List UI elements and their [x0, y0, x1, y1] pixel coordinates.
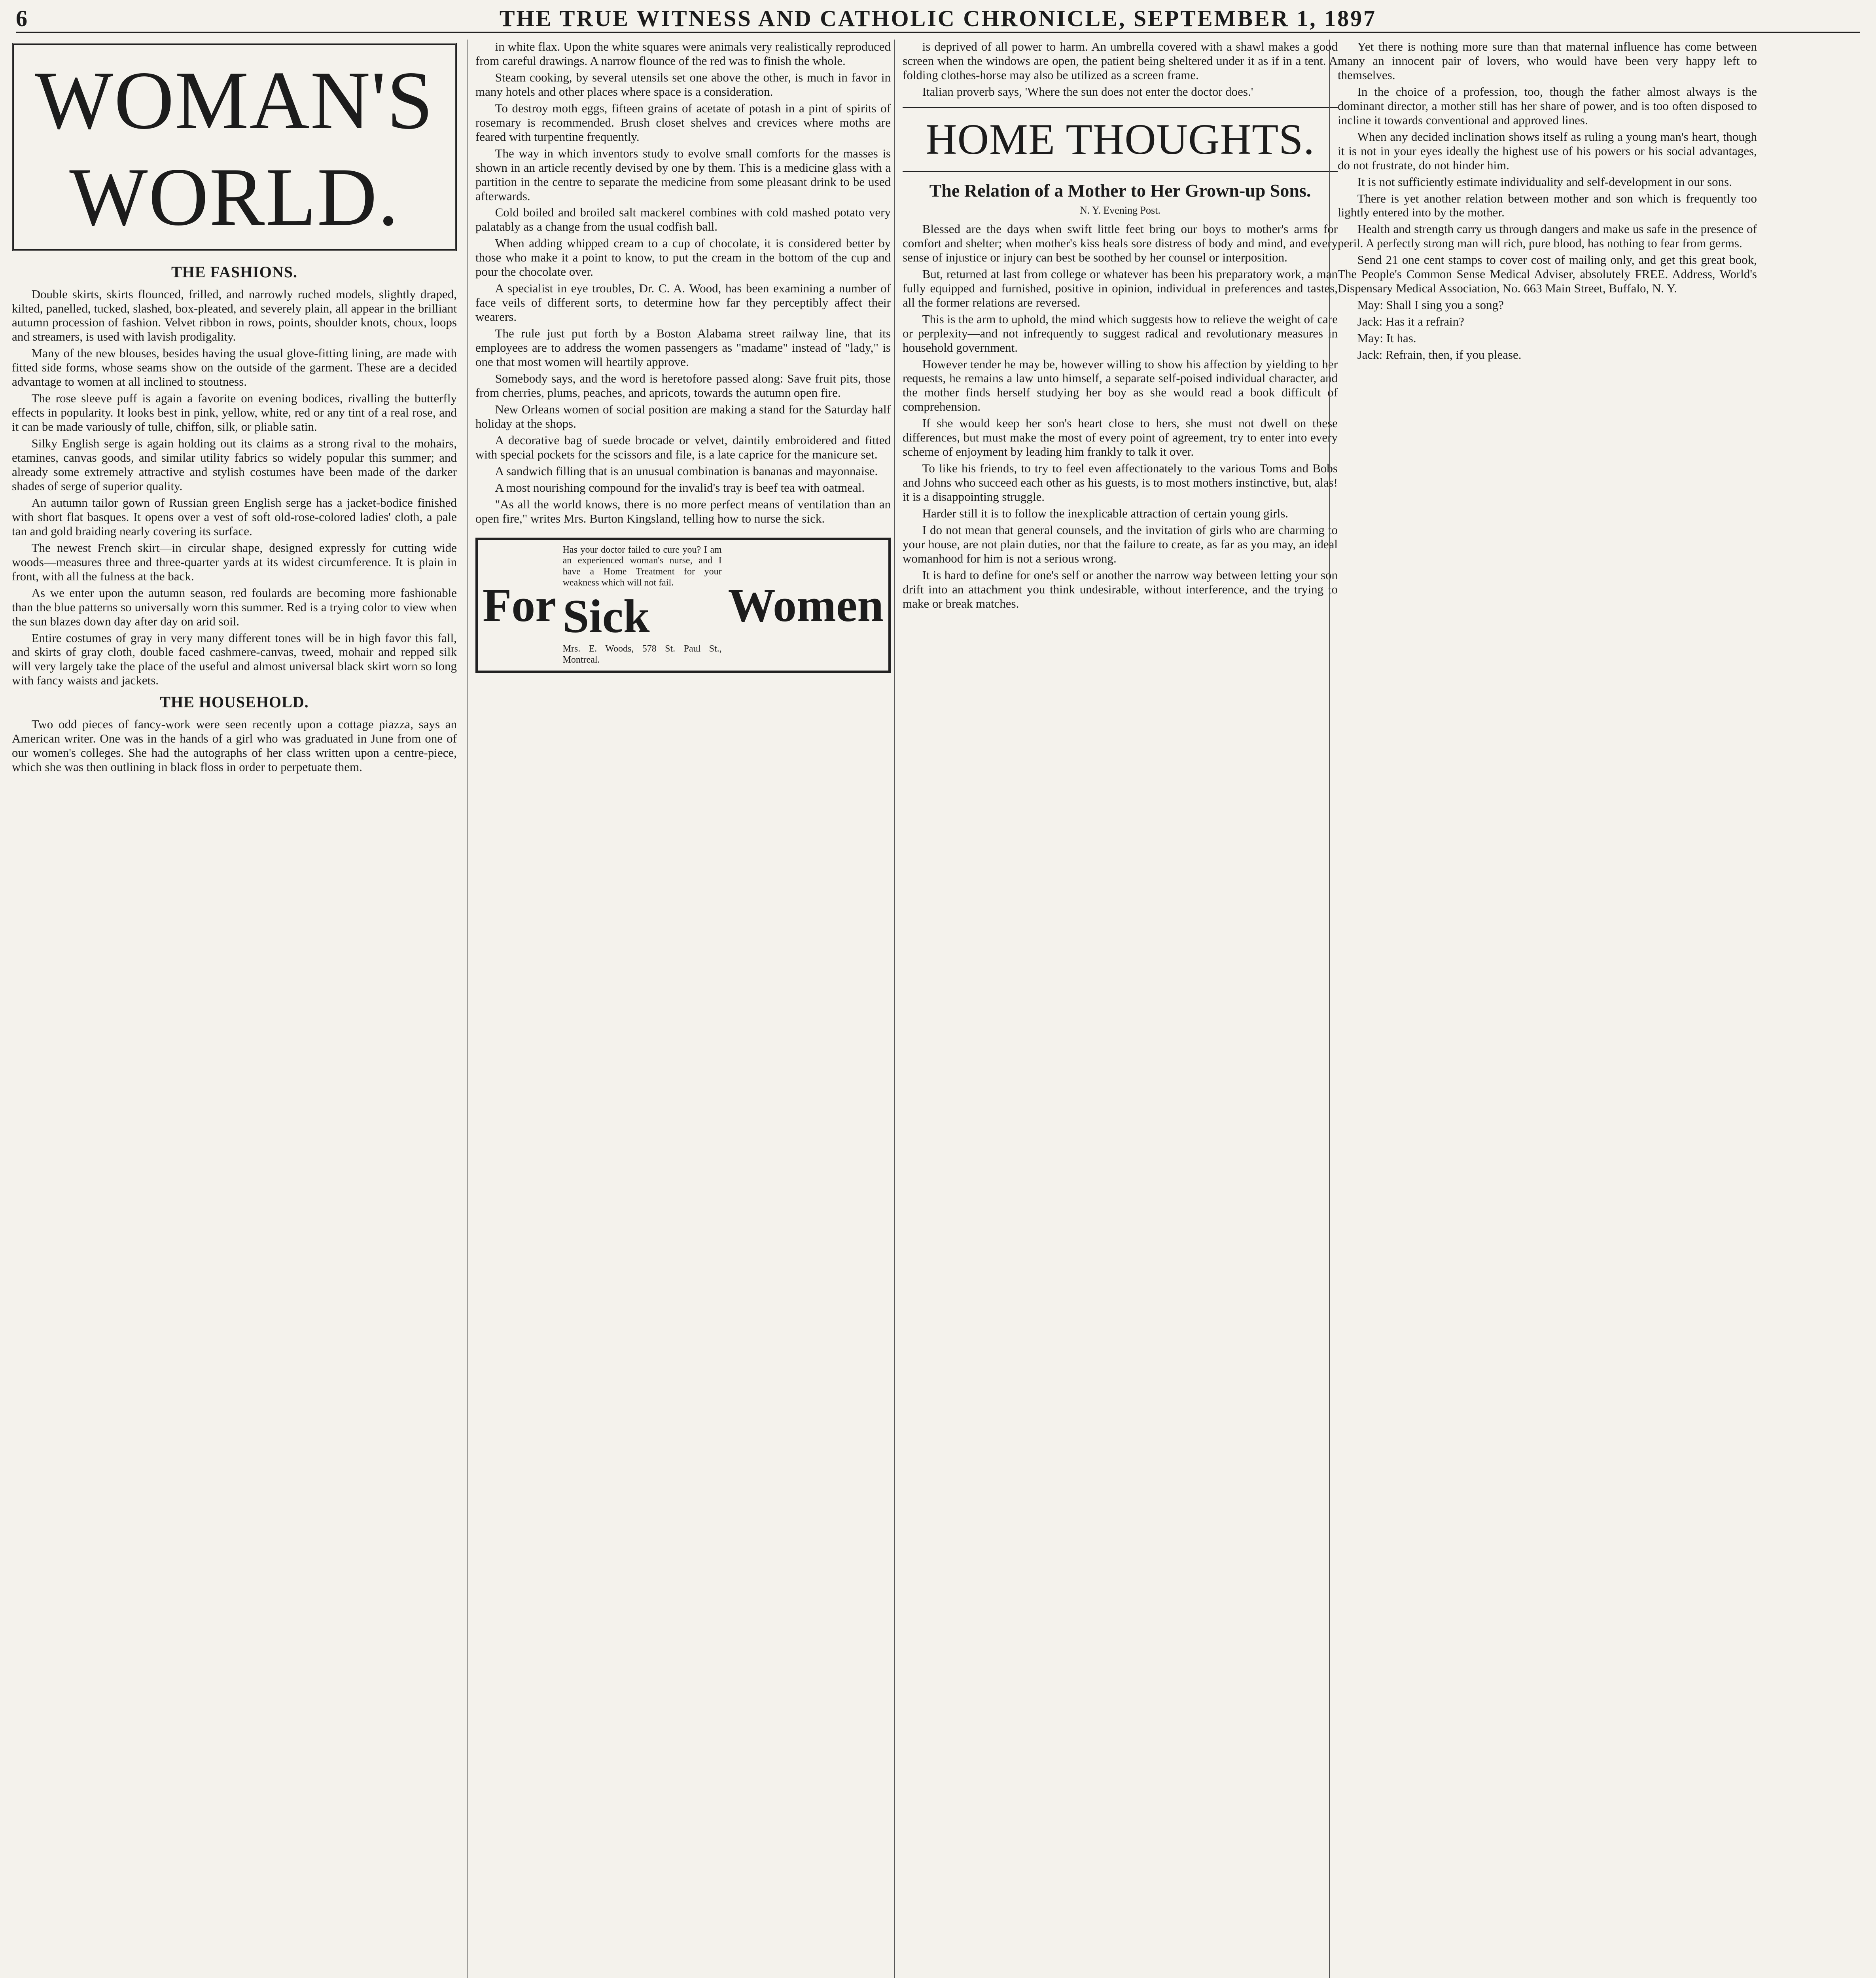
article-paragraph: Two odd pieces of fancy-work were seen recently upon a cottage piazza, says an American writer. One was in the hands of a girl who was graduated in June from one of our women's colleges. She had the autographs of her class written upon a centre-piece, which she was then outlining in black floss in order to perpetuate them.	[12, 717, 457, 774]
article-paragraph: Steam cooking, by several utensils set one above the other, is much in favor in many hotels and other places where space is a consideration.	[475, 70, 891, 99]
article-paragraph: A most nourishing compound for the invalid's tray is beef tea with oatmeal.	[495, 480, 865, 494]
article-paragraph: This is the arm to uphold, the mind which suggests how to relieve the weight of care or perplexity—and not infrequently to suggest radical and revolutionary measures in household government.	[903, 312, 1338, 354]
article-paragraph: Double skirts, skirts flounced, frilled, and narrowly ruched models, slightly draped, kilted, panelled, tucked, slashed, box-pleated, and severely plain, all appear in the brilliant autumn procession of fashion. Velvet ribbon in rows, points, shoulder knots, choux, loops and streamers, is used with lavish prodigality.	[12, 287, 457, 344]
article-paragraph: Entire costumes of gray in very many different tones will be in high favor this fall, and skirts of gray cloth, double faced cashmere-canvas, tweed, mohair and repped silk will very largely take the place of the useful and almost universal black skirt worn so long with fancy waists and jackets.	[12, 631, 457, 688]
article-paragraph: It is not sufficiently estimate individuality and self-development in our sons.	[1357, 174, 1732, 189]
article-paragraph: When adding whipped cream to a cup of chocolate, it is considered better by those who make it a point to know, to put the cream in the bottom of the cup and pour the chocolate over.	[475, 236, 891, 279]
ad-word-for: For	[483, 578, 557, 631]
household-heading: THE HOUSEHOLD.	[160, 693, 309, 711]
ad-signature: Mrs. E. Woods, 578 St. Paul St., Montreal.	[562, 644, 722, 665]
article-paragraph: It is hard to define for one's self or another the narrow way between letting your son drift into an attachment you think undesirable, without interference, and the trying to make or break matches.	[903, 568, 1338, 610]
article-paragraph: A decorative bag of suede brocade or velvet, daintily embroidered and fitted with special pockets for the scissors and file, is a late caprice for the manicure set.	[475, 433, 891, 461]
ad-text: Has your doctor failed to cure you? I am an experienced woman's nurse, and I have a Home Treatment for your weakness which will not fail.	[562, 544, 722, 588]
article-paragraph: However tender he may be, however willing to show his affection by yielding to her requests, he remains a law unto himself, a separate self-poised individual character, and the mother finds herself studying her boy as she would read a book difficult of comprehension.	[903, 357, 1338, 414]
article-paragraph: But, returned at last from college or whatever has been his preparatory work, a man fully equipped and furnished, positive in opinion, individual in preferences and tastes, all the former relations are reversed.	[903, 267, 1338, 309]
home-thoughts-byline: N. Y. Evening Post.	[1080, 204, 1160, 216]
article-paragraph: To destroy moth eggs, fifteen grains of acetate of potash in a pint of spirits of rosemary is recommended. Brush closet shelves and crevices where moths are feared with turpentine frequently.	[475, 101, 891, 144]
article-paragraph: is deprived of all power to harm. An umbrella covered with a shawl makes a good screen when the windows are open, the patient being sheltered under it as if in a tent. A folding clothes-horse may also be utilized as a screen frame.	[903, 40, 1338, 82]
home-thoughts-subhead: The Relation of a Mother to Her Grown-up Sons.	[929, 180, 1311, 201]
article-paragraph: The way in which inventors study to evolve small comforts for the masses is shown in an article recently devised by one by them. This is a medicine glass with a partition in the centre to separate the medicine from some pleasant drink to be used afterwards.	[475, 146, 891, 203]
column-2	[467, 40, 899, 1978]
article-paragraph: The rose sleeve puff is again a favorite on evening bodices, rivalling the butterfly effects in popularity. It looks best in pink, yellow, white, red or any tint of a real rose, and it can be made variously of tulle, chiffon, silk, or pliable satin.	[12, 391, 457, 434]
article-paragraph: The newest French skirt—in circular shape, designed expressly for cutting wide woods—measures three and three-quarter yards at its widest circumference. It is plain in front, with all the fulness at the back.	[12, 540, 457, 583]
sick-women-ad	[475, 538, 891, 673]
column-4	[1329, 40, 1761, 1978]
article-paragraph: Many of the new blouses, besides having the usual glove-fitting lining, are made with fitted side forms, whose seams show on the outside of the garment. These are a decided advantage to women at all inclined to stoutness.	[12, 346, 457, 389]
article-paragraph: A sandwich filling that is an unusual combination is bananas and mayonnaise.	[495, 464, 878, 478]
column-3	[894, 40, 1346, 1978]
article-paragraph: Cold boiled and broiled salt mackerel combines with cold mashed potato very palatably as a change from the usual codfish ball.	[475, 205, 891, 234]
article-paragraph: Harder still it is to follow the inexplicable attraction of certain young girls.	[922, 506, 1289, 521]
article-paragraph: Yet there is nothing more sure than that maternal influence has come between many an innocent pair of lovers, who would have been very happy left to themselves.	[1338, 40, 1757, 82]
home-thoughts-continued	[1338, 40, 1757, 296]
article-paragraph: To like his friends, to try to feel even affectionately to the various Toms and Bobs and Johns who succeed each other as his guests, is to most mothers instinctive, but, alas! it is a disappointing struggle.	[903, 461, 1338, 504]
section-title: WOMAN'S WORLD.	[12, 43, 457, 251]
article-paragraph: Italian proverb says, 'Where the sun does not enter the doctor does.'	[922, 84, 1253, 99]
fashions-article	[12, 287, 457, 688]
dialogue-line: May: Shall I sing you a song?	[1357, 298, 1504, 312]
page-number: 6	[16, 6, 29, 31]
article-paragraph: When any decided inclination shows itself as ruling a young man's heart, though it is not in your eyes ideally the highest use of his powers or his social advantages, do not frustrate, do not hinder him.	[1338, 129, 1757, 172]
article-paragraph: Send 21 one cent stamps to cover cost of mailing only, and get this great book, The People's Common Sense Medical Adviser, absolutely FREE. Address, World's Dispensary Medical Association, No. 663 Main Street, Buffalo, N. Y.	[1338, 253, 1757, 296]
home-thoughts-article	[903, 222, 1338, 611]
household-continued	[475, 40, 891, 526]
household-article	[12, 717, 457, 774]
article-paragraph: Silky English serge is again holding out its claims as a strong rival to the mohairs, etamines, canvas goods, and similar utility fabrics so widely popular this summer; and already some extremely attractive and stylish costumes have been made of the darker shades of serge of superior quality.	[12, 436, 457, 493]
masthead-title: THE TRUE WITNESS AND CATHOLIC CHRONICLE, SEPTEMBER 1, 1897	[499, 6, 1377, 31]
article-paragraph: If she would keep her son's heart close to hers, she must not dwell on these differences, but must make the most of every point of agreement, try to enter into every scheme of enjoyment by leading him frankly to talk it over.	[903, 416, 1338, 459]
may-jack-dialogue	[1338, 298, 1757, 362]
ventilation-continued	[903, 40, 1338, 99]
article-paragraph: Blessed are the days when swift little feet bring our boys to mother's arms for comfort and shelter; when mother's kiss heals sore distress of body and mind, and every sense of injustice or injury can best be soothed by her counsel or interposition.	[903, 222, 1338, 264]
article-paragraph: Health and strength carry us through dangers and make us safe in the presence of peril. A perfectly strong man will rich, pure blood, has nothing to fear from germs.	[1338, 222, 1757, 250]
article-paragraph: Somebody says, and the word is heretofore passed along: Save fruit pits, those from cherries, plums, peaches, and apricots, towards the autumn open fire.	[475, 371, 891, 400]
dialogue-line: Jack: Refrain, then, if you please.	[1357, 348, 1522, 362]
ad-word-sick: Sick	[562, 589, 650, 642]
article-paragraph: I do not mean that general counsels, and the invitation of girls who are charming to your house, are not plain duties, nor that the failure to create, as far as you may, an ideal womanhood for him is not a serious wrong.	[903, 523, 1338, 565]
home-thoughts-heading: HOME THOUGHTS.	[903, 107, 1338, 172]
article-paragraph: "As all the world knows, there is no more perfect means of ventilation than an open fire," writes Mrs. Burton Kingsland, telling how to nurse the sick.	[475, 497, 891, 525]
column-1	[12, 40, 466, 1978]
dialogue-line: May: It has.	[1357, 331, 1416, 345]
ad-word-women: Women	[728, 578, 884, 631]
masthead	[16, 4, 1860, 33]
article-paragraph: A specialist in eye troubles, Dr. C. A. Wood, has been examining a number of face veils of different sorts, to determine how far they perceptibly affect their wearers.	[475, 281, 891, 324]
article-paragraph: As we enter upon the autumn season, red foulards are becoming more fashionable than the blue patterns so universally worn this summer. Red is a trying color to view when the sun blazes down day after day on arid soil.	[12, 585, 457, 628]
article-paragraph: An autumn tailor gown of Russian green English serge has a jacket-bodice finished with short flat basques. It opens over a vest of soft old-rose-colored ladies' cloth, a pale tan and gold braiding nearly covering its surface.	[12, 495, 457, 538]
dialogue-line: Jack: Has it a refrain?	[1357, 315, 1464, 329]
article-paragraph: There is yet another relation between mother and son which is frequently too lightly entered into by the mother.	[1338, 191, 1757, 220]
article-paragraph: The rule just put forth by a Boston Alabama street railway line, that its employees are to address the women passengers as "madame" instead of "lady," is one that most women will heartily approve.	[475, 326, 891, 369]
fashions-heading: THE FASHIONS.	[171, 263, 297, 281]
article-paragraph: In the choice of a profession, too, though the father almost always is the dominant director, a mother still has her share of power, and is too often disposed to incline it towards conventional and approved lines.	[1338, 84, 1757, 127]
article-paragraph: in white flax. Upon the white squares were animals very realistically reproduced from careful drawings. A narrow flounce of the red was to finish the whole.	[475, 40, 891, 68]
article-paragraph: New Orleans women of social position are making a stand for the Saturday half holiday at the shops.	[475, 402, 891, 430]
